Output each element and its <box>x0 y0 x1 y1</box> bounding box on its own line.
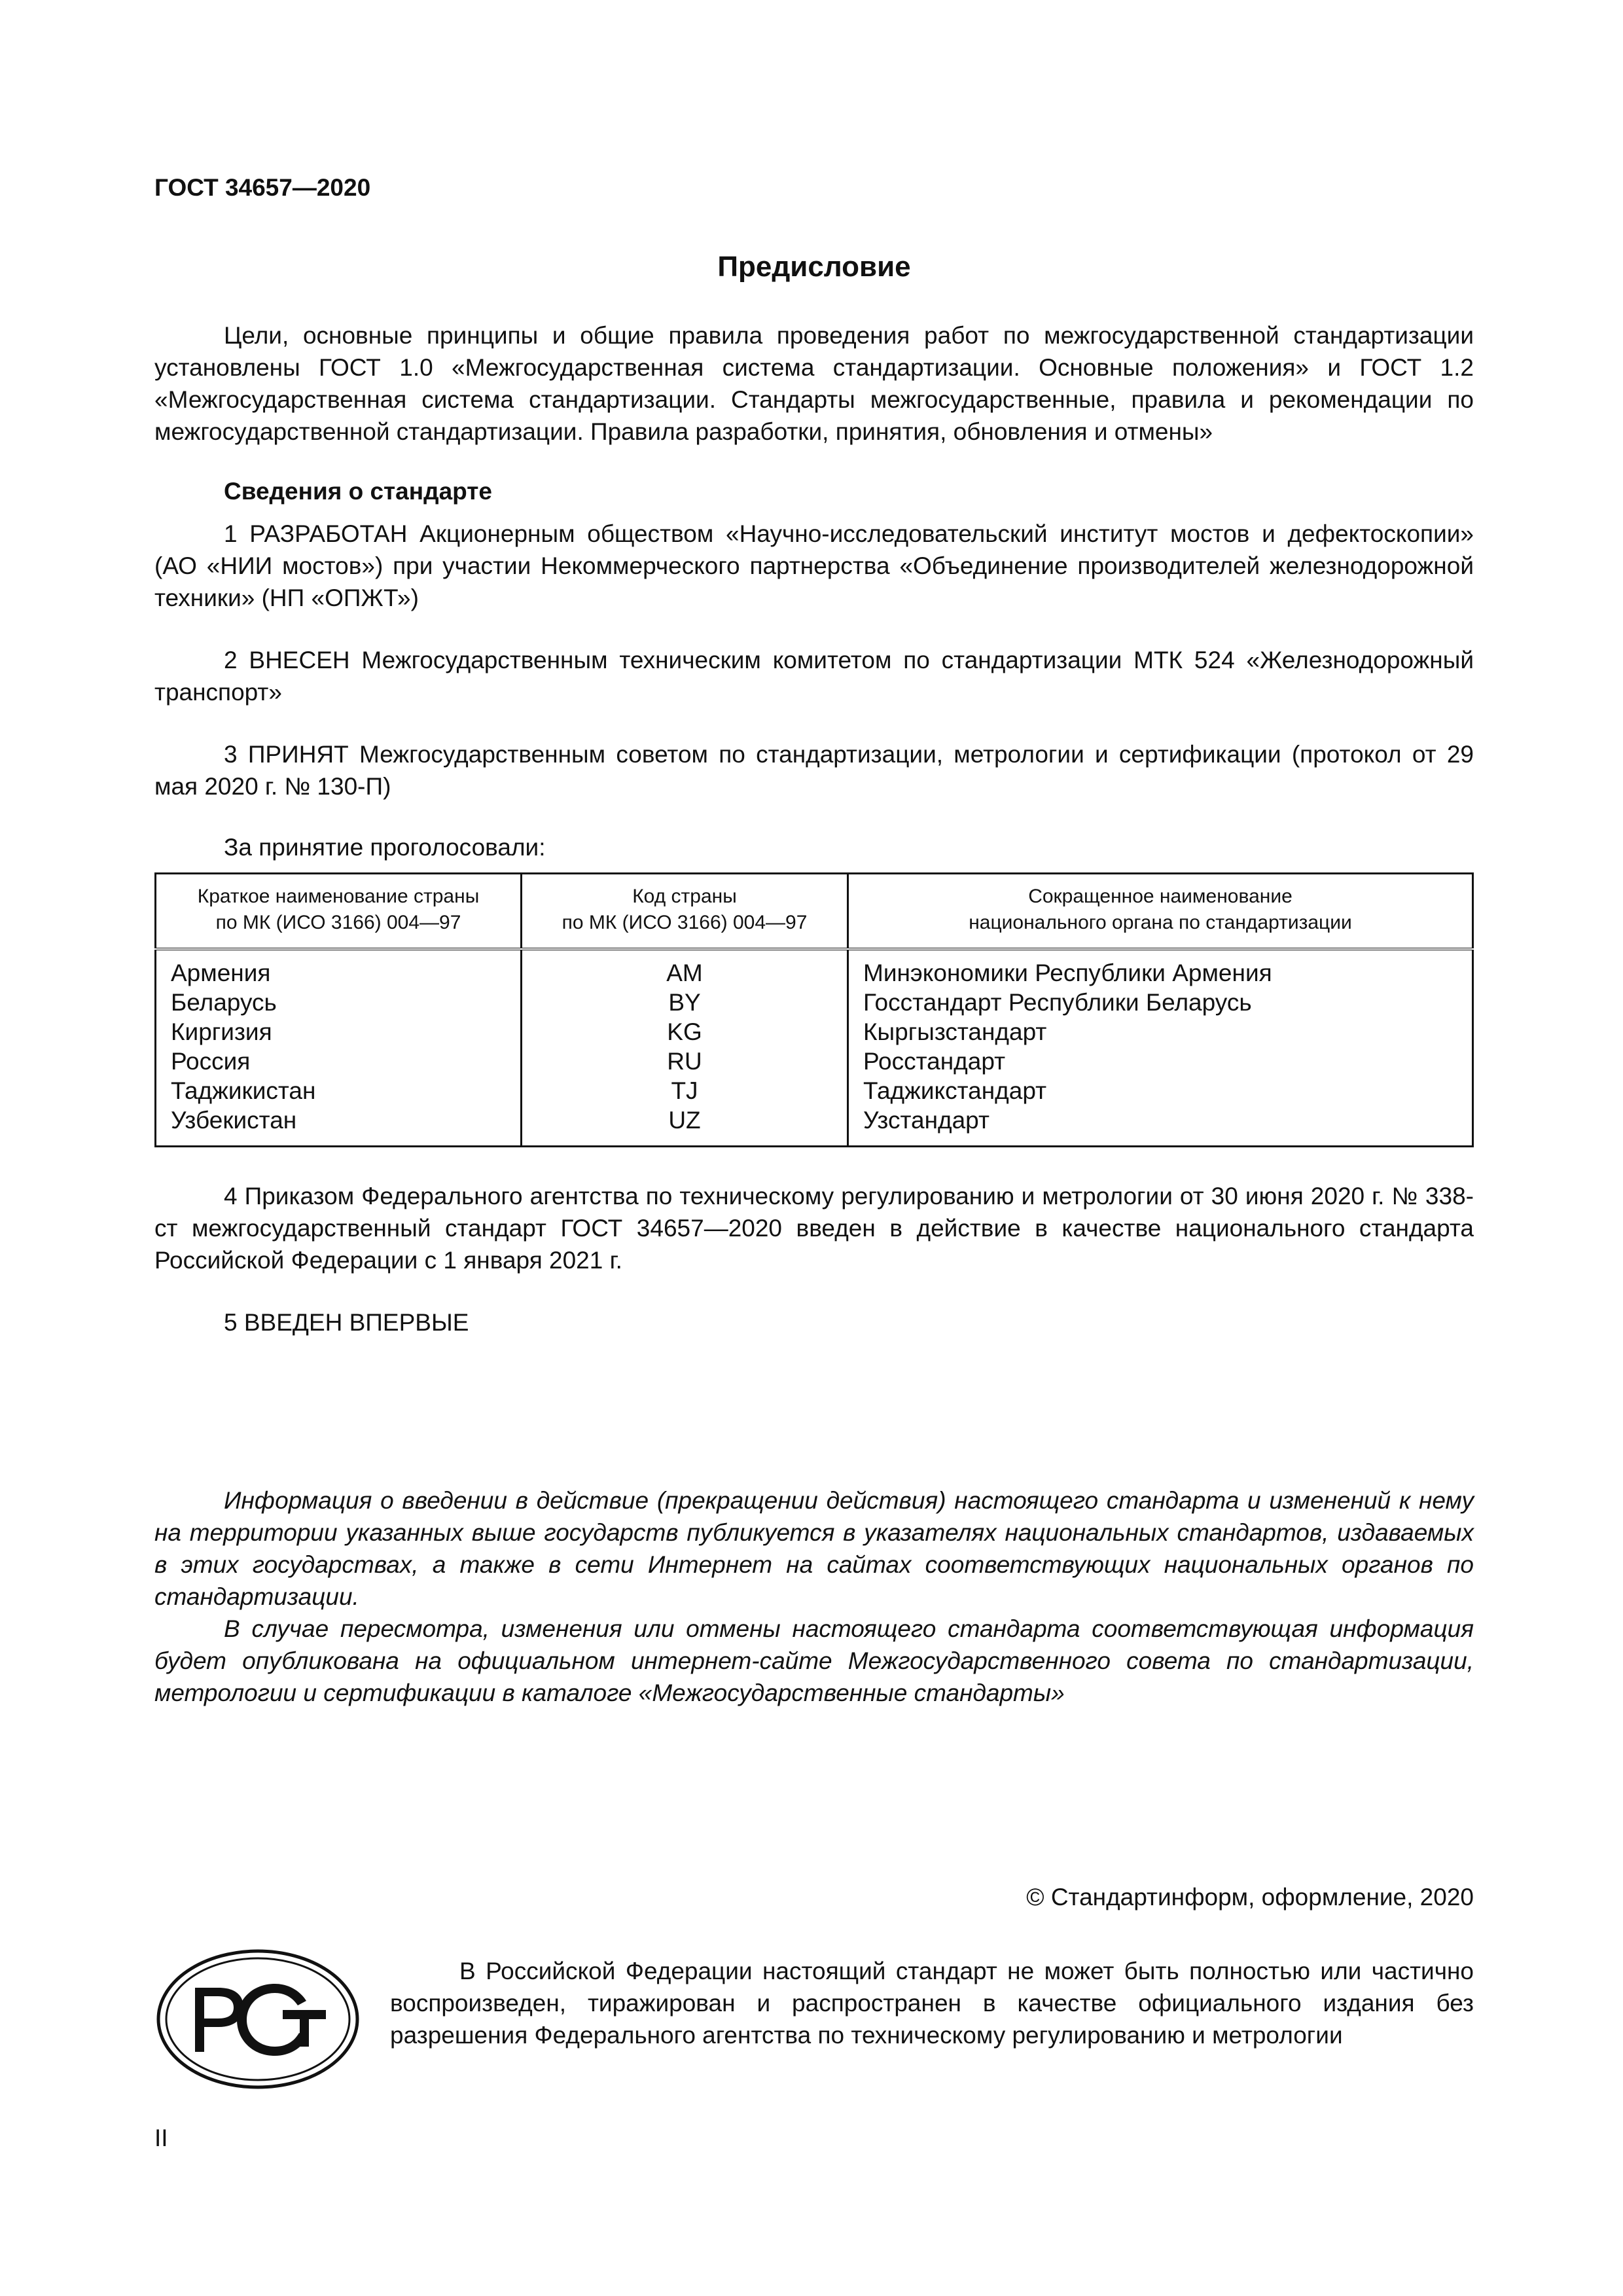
column-header-body <box>848 874 1473 950</box>
item-1-developed: 1 РАЗРАБОТАН Акционерным обществом «Научно-исследовательский институт мостов и дефектоскопии» (АО «НИИ мостов») при участии Некоммерческого партнерства «Объединение производителей железнодорожной техники» (НП «ОПЖТ») <box>154 520 1474 611</box>
page-title: Предисловие <box>717 251 911 283</box>
column-header-line: Краткое наименование страны <box>197 886 480 907</box>
country-code-cell: RU <box>522 1047 848 1076</box>
table-row <box>156 1076 1473 1105</box>
table-row <box>156 949 1473 988</box>
country-code-cell: UZ <box>522 1105 848 1147</box>
column-header-line: Сокращенное наименование <box>1028 886 1293 907</box>
table-row <box>156 1047 1473 1076</box>
page-number: II <box>154 2125 168 2151</box>
item-2-submitted: 2 ВНЕСЕН Межгосударственным техническим комитетом по стандартизации МТК 524 «Железнодорожный транспорт» <box>154 647 1474 706</box>
column-header-line: по МК (ИСО 3166) 004—97 <box>562 912 808 933</box>
country-code-cell: BY <box>522 988 848 1017</box>
item-5-first-introduced: 5 ВВЕДЕН ВПЕРВЫЕ <box>224 1309 469 1336</box>
standards-body-cell: Росстандарт <box>848 1047 1473 1076</box>
table-header-row <box>156 874 1473 950</box>
table-row <box>156 1017 1473 1047</box>
standard-info-heading: Сведения о стандарте <box>224 478 492 505</box>
preface-content <box>154 319 1474 1338</box>
country-cell: Армения <box>171 960 271 986</box>
column-header-line: национального органа по стандартизации <box>969 912 1352 933</box>
column-header-code <box>522 874 848 950</box>
country-code-cell: TJ <box>522 1076 848 1105</box>
item-4-enacted: 4 Приказом Федерального агентства по техническому регулированию и метрологии от 30 июня 2020 г. № 338-ст межгосударственный стандарт ГОСТ 34657—2020 введен в действие в качестве национального стандарта Российской Федерации с 1 января 2021 г. <box>154 1183 1474 1274</box>
standards-body-cell: Кыргызстандарт <box>848 1017 1473 1047</box>
country-cell: Россия <box>171 1048 251 1075</box>
country-code-cell: AM <box>522 949 848 988</box>
info-paragraph: В случае пересмотра, изменения или отмены настоящего стандарта соответствующая информация будет опубликована на официальном интернет-сайте Межгосударственного совета по стандартизации, метрологии и сертификации в каталоге «Межгосударственные стандарты» <box>154 1615 1474 1706</box>
table-row <box>156 988 1473 1017</box>
standards-body-cell: Госстандарт Республики Беларусь <box>848 988 1473 1017</box>
country-code-cell: KG <box>522 1017 848 1047</box>
intro-paragraph: Цели, основные принципы и общие правила проведения работ по межгосударственной стандартизации установлены ГОСТ 1.0 «Межгосударственная система стандартизации. Основные положения» и ГОСТ 1.2 «Межгосударственная система стандартизации. Стандарты межгосударственные, правила и рекомендации по межгосударственной стандартизации. Правила разработки, принятия, обновления и отмены» <box>154 322 1474 445</box>
standards-body-cell: Минэкономики Республики Армения <box>848 949 1473 988</box>
country-cell: Киргизия <box>171 1018 272 1045</box>
info-paragraph: Информация о введении в действие (прекращении действия) настоящего стандарта и изменений к нему на территории указанных выше государств публикуется в указателях национальных стандартов, издаваемых в этих государствах, а также в сети Интернет на сайтах соответствующих национальных органов по стандартизации. <box>154 1487 1474 1610</box>
column-header-country <box>156 874 522 950</box>
column-header-line: по МК (ИСО 3166) 004—97 <box>215 912 461 933</box>
country-cell: Узбекистан <box>171 1107 297 1134</box>
table-row <box>156 1105 1473 1147</box>
standards-body-cell: Таджикстандарт <box>848 1076 1473 1105</box>
publication-info <box>154 1484 1474 1709</box>
voting-table <box>154 872 1474 1147</box>
voted-label: За принятие проголосовали: <box>224 834 546 861</box>
country-cell: Беларусь <box>171 989 277 1016</box>
column-header-line: Код страны <box>632 886 737 907</box>
item-3-adopted: 3 ПРИНЯТ Межгосударственным советом по стандартизации, метрологии и сертификации (протокол от 29 мая 2020 г. № 130-П) <box>154 741 1474 800</box>
reproduction-rights-notice: В Российской Федерации настоящий стандарт не может быть полностью или частично воспроизведен, тиражирован и распространен в качестве официального издания без разрешения Федерального агентства по техническому регулированию и метрологии <box>390 1958 1474 2049</box>
document-code: ГОСТ 34657—2020 <box>154 174 371 201</box>
rst-certification-mark-icon <box>154 1947 361 2091</box>
country-cell: Таджикистан <box>171 1077 316 1104</box>
copyright-notice: © Стандартинформ, оформление, 2020 <box>1026 1884 1474 1910</box>
standards-body-cell: Узстандарт <box>848 1105 1473 1147</box>
